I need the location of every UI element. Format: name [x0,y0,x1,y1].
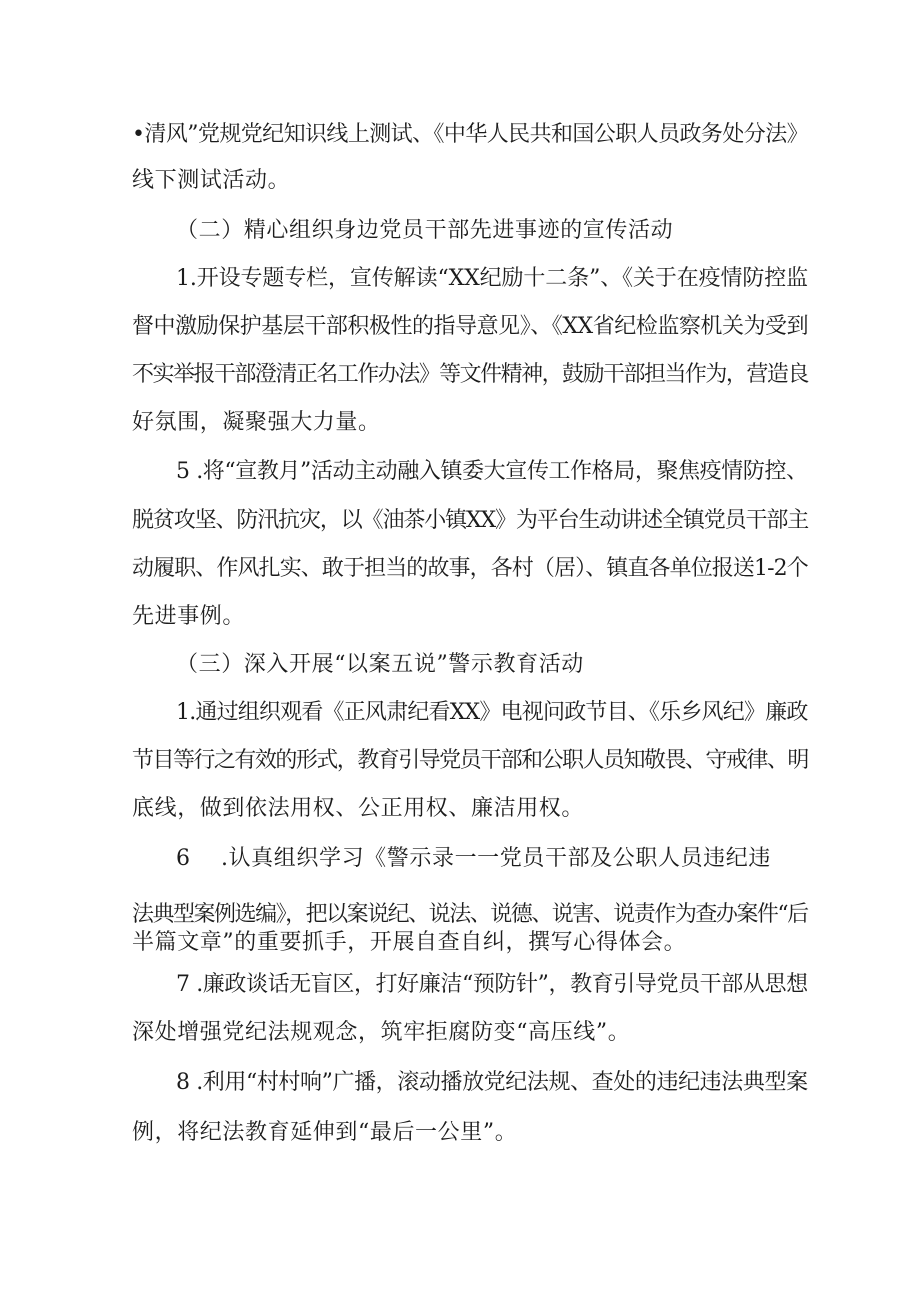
paragraph-line: 底线，做到依法用权、公正用权、廉洁用权。 [132,796,585,821]
paragraph-line: 督中激励保护基层干部积极性的指导意见》、《XX省纪检监察机关为受到 [132,314,809,339]
paragraph-line: 好氛围，凝聚强大力量。 [132,410,381,435]
paragraph-line: 不实举报干部澄清正名工作办法》等文件精神，鼓励干部担当作为，营造良 [132,362,808,387]
paragraph-line: •清风”党规党纪知识线上测试、《中华人民共和国公职人员政务处分法》 [132,122,809,147]
paragraph-line: 动履职、作风扎实、敢于担当的故事，各村（居）、镇直各单位报送1-2个 [132,556,808,581]
paragraph-line: 7 .廉政谈话无盲区，打好廉洁“预防针”，教育引导党员干部从思想 [176,972,808,997]
paragraph-line: 深处增强党纪法规观念，筑牢拒腐防变“高压线”。 [132,1020,631,1045]
paragraph-line: 6 .认真组织学习《警示录一一党员干部及公职人员违纪违 [176,846,771,871]
paragraph-line: 线下测试活动。 [132,168,291,193]
paragraph-line: 半篇文章”的重要抓手，开展自查自纠，撰写心得体会。 [132,930,687,955]
paragraph-line: 法典型案例选编》，把以案说纪、说法、说德、说害、说责作为查办案件“后 [132,902,808,927]
paragraph-line: 1.开设专题专栏，宣传解读“XX纪励十二条”、《关于在疫情防控监 [176,266,809,291]
paragraph-line: 8 .利用“村村响”广播，滚动播放党纪法规、查处的违纪违法典型案 [176,1070,808,1095]
paragraph-line: 例，将纪法教育延伸到“最后一公里”。 [132,1120,518,1145]
paragraph-line: 5 .将“宣教月”活动主动融入镇委大宣传工作格局，聚焦疫情防控、 [176,459,808,484]
section-heading: （三）深入开展“以案五说”警示教育活动 [176,652,584,677]
paragraph-line: 节目等行之有效的形式，教育引导党员干部和公职人员知敬畏、守戒律、明 [132,748,808,773]
paragraph-line: 1.通过组织观看《正风肃纪看XX》电视问政节目、《乐乡风纪》廉政 [176,700,808,725]
paragraph-line: 先进事例。 [132,604,246,629]
section-heading: （二）精心组织身边党员干部先进事迹的宣传活动 [176,218,674,243]
paragraph-line: 脱贫攻坚、防汛抗灾，以《油茶小镇XX》为平台生动讲述全镇党员干部主 [132,508,809,533]
